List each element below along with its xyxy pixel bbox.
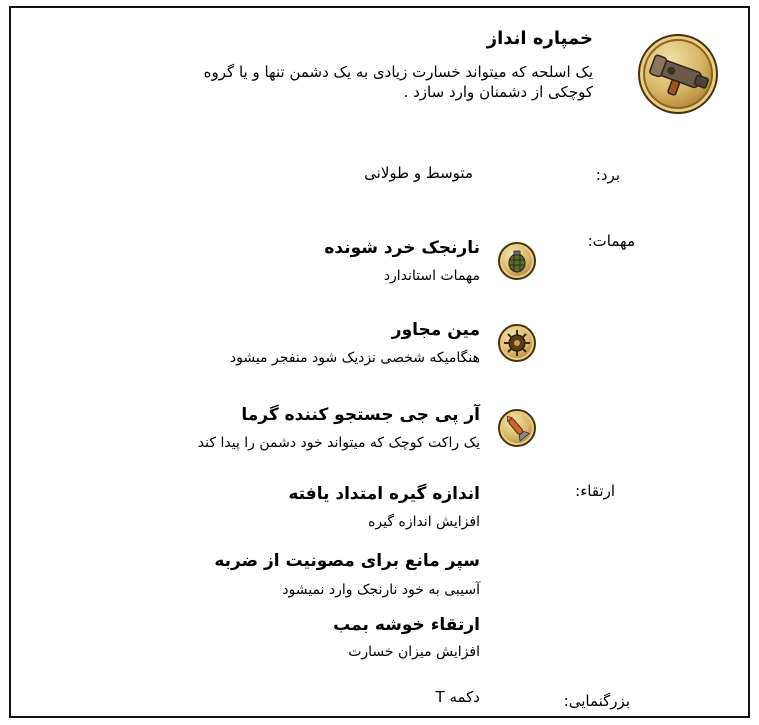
ammo-item-subtitle: یک راکت کوچک که میتواند خود دشمن را پیدا کند [197,435,480,451]
zoom-label: بزرگنمایی: [563,692,630,710]
zoom-value: دکمه T [435,688,480,706]
unit-info-panel [9,6,750,718]
ammo-item-title: مین مجاور [391,320,480,340]
upgrades-label: ارتقاء: [575,482,615,500]
upgrade-item-title: اندازه گیره امتداد یافته [288,484,480,504]
ammo-label: مهمات: [587,232,635,250]
unit-description: یک اسلحه که میتواند خسارت زیادی به یک دشمن تنها و یا گروه کوچکی از دشمنان وارد سازد . [203,63,593,101]
ammo-item-title: آر پی جی جستجو کننده گرما [241,405,480,425]
range-label: برد: [595,166,620,184]
upgrade-item-title: سپر مانع برای مصونیت از ضربه [214,551,480,571]
upgrade-item-title: ارتقاء خوشه بمب [333,615,480,635]
proximity-mine-icon [498,324,536,362]
ammo-item-subtitle: هنگامیکه شخصی نزدیک شود منفجر میشود [229,350,480,366]
upgrade-item-subtitle: افزایش میزان خسارت [348,644,480,660]
heat-seeking-rpg-icon [498,409,536,447]
range-value: متوسط و طولانی [364,164,473,182]
unit-title: خمپاره انداز [486,28,593,49]
upgrade-item-subtitle: افزایش اندازه گیره [368,514,480,530]
upgrade-item-subtitle: آسیبی به خود نارنجک وارد نمیشود [282,582,480,598]
grenade-launcher-icon [638,34,718,114]
frag-grenade-icon [498,242,536,280]
ammo-item-subtitle: مهمات استاندارد [383,268,480,284]
ammo-item-title: نارنجک خرد شونده [324,238,480,258]
